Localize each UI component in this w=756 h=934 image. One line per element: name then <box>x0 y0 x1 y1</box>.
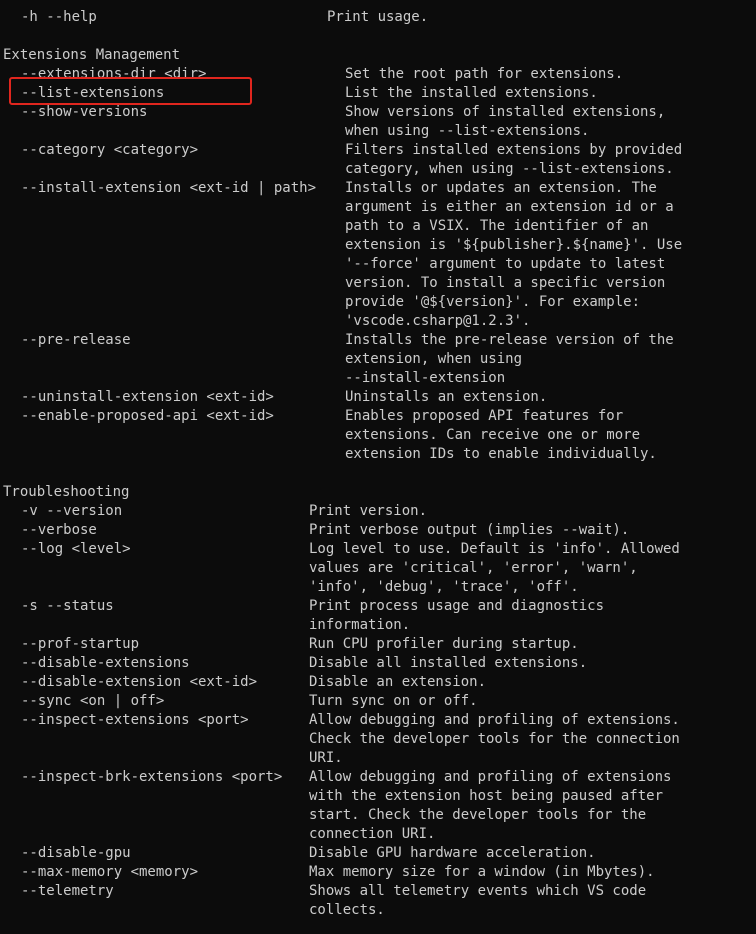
option-inspect-extensions-port: --inspect-extensions <port> <box>21 712 249 728</box>
option-s-status: -s --status <box>21 598 114 614</box>
troubleshooting-section-title: Troubleshooting <box>3 484 130 500</box>
option-description-line: extension IDs to enable individually. <box>345 446 657 462</box>
option-category-category: --category <category> <box>21 142 199 158</box>
option-description-line: Print verbose output (implies --wait). <box>309 522 630 538</box>
option-description-line: Show versions of installed extensions, <box>345 104 666 120</box>
option-description-line: Log level to use. Default is 'info'. Allowed <box>309 541 680 557</box>
option-pre-release: --pre-release <box>21 332 131 348</box>
option-description-line: Run CPU profiler during startup. <box>309 636 579 652</box>
option-description-line: Installs or updates an extension. The <box>345 180 657 196</box>
option-description-line: Print process usage and diagnostics <box>309 598 605 614</box>
option-description-line: Uninstalls an extension. <box>345 389 548 405</box>
option-uninstall-extension-ext-id: --uninstall-extension <ext-id> <box>21 389 274 405</box>
option-prof-startup: --prof-startup <box>21 636 140 652</box>
option-max-memory-memory: --max-memory <memory> <box>21 864 199 880</box>
option-description-line: with the extension host being paused after <box>309 788 664 804</box>
option-v-version: -v --version <box>21 503 123 519</box>
option-log-level: --log <level> <box>21 541 131 557</box>
option-description-line: category, when using --list-extensions. <box>345 161 674 177</box>
option-description-line: 'vscode.csharp@1.2.3'. <box>345 313 531 329</box>
option-description-line: Allow debugging and profiling of extensions <box>309 769 672 785</box>
option-description-line: Check the developer tools for the connection <box>309 731 680 747</box>
option-description-line: Disable all installed extensions. <box>309 655 588 671</box>
option-description-line: Set the root path for extensions. <box>345 66 624 82</box>
option-description-line: --install-extension <box>345 370 506 386</box>
option-description-line: values are 'critical', 'error', 'warn', <box>309 560 638 576</box>
option-description-line: connection URI. <box>309 826 436 842</box>
option-telemetry: --telemetry <box>21 883 114 899</box>
option-description-line: provide '@${version}'. For example: <box>345 294 641 310</box>
option-description-line: Print version. <box>309 503 428 519</box>
help-description: Print usage. <box>327 9 429 25</box>
option-disable-extension-ext-id: --disable-extension <ext-id> <box>21 674 258 690</box>
option-description-line: Filters installed extensions by provided <box>345 142 683 158</box>
highlight-box-list-extensions <box>9 77 252 105</box>
option-disable-gpu: --disable-gpu <box>21 845 131 861</box>
option-description-line: Allow debugging and profiling of extensions. <box>309 712 680 728</box>
option-disable-extensions: --disable-extensions <box>21 655 190 671</box>
option-description-line: version. To install a specific version <box>345 275 666 291</box>
option-sync-on-off: --sync <on | off> <box>21 693 165 709</box>
option-description-line: Disable an extension. <box>309 674 487 690</box>
option-description-line: when using --list-extensions. <box>345 123 590 139</box>
option-list-extensions: --list-extensions <box>21 85 165 101</box>
option-description-line: start. Check the developer tools for the <box>309 807 647 823</box>
help-option: -h --help <box>21 9 97 25</box>
option-description-line: Max memory size for a window (in Mbytes). <box>309 864 655 880</box>
option-enable-proposed-api-ext-id: --enable-proposed-api <ext-id> <box>21 408 274 424</box>
option-description-line: extensions. Can receive one or more <box>345 427 641 443</box>
option-description-line: path to a VSIX. The identifier of an <box>345 218 649 234</box>
option-description-line: Turn sync on or off. <box>309 693 478 709</box>
option-description-line: extension is '${publisher}.${name}'. Use <box>345 237 683 253</box>
option-extensions-dir-dir: --extensions-dir <dir> <box>21 66 207 82</box>
option-verbose: --verbose <box>21 522 97 538</box>
option-description-line: Shows all telemetry events which VS code <box>309 883 647 899</box>
option-description-line: information. <box>309 617 411 633</box>
option-description-line: extension, when using <box>345 351 523 367</box>
option-description-line: URI. <box>309 750 343 766</box>
option-description-line: '--force' argument to update to latest <box>345 256 666 272</box>
option-description-line: Installs the pre-release version of the <box>345 332 674 348</box>
option-description-line: argument is either an extension id or a <box>345 199 674 215</box>
option-description-line: 'info', 'debug', 'trace', 'off'. <box>309 579 579 595</box>
option-inspect-brk-extensions-port: --inspect-brk-extensions <port> <box>21 769 283 785</box>
option-show-versions: --show-versions <box>21 104 148 120</box>
option-description-line: List the installed extensions. <box>345 85 598 101</box>
option-description-line: collects. <box>309 902 385 918</box>
option-description-line: Disable GPU hardware acceleration. <box>309 845 596 861</box>
extensions-section-title: Extensions Management <box>3 47 181 63</box>
option-description-line: Enables proposed API features for <box>345 408 624 424</box>
option-install-extension-ext-id-path: --install-extension <ext-id | path> <box>21 180 317 196</box>
